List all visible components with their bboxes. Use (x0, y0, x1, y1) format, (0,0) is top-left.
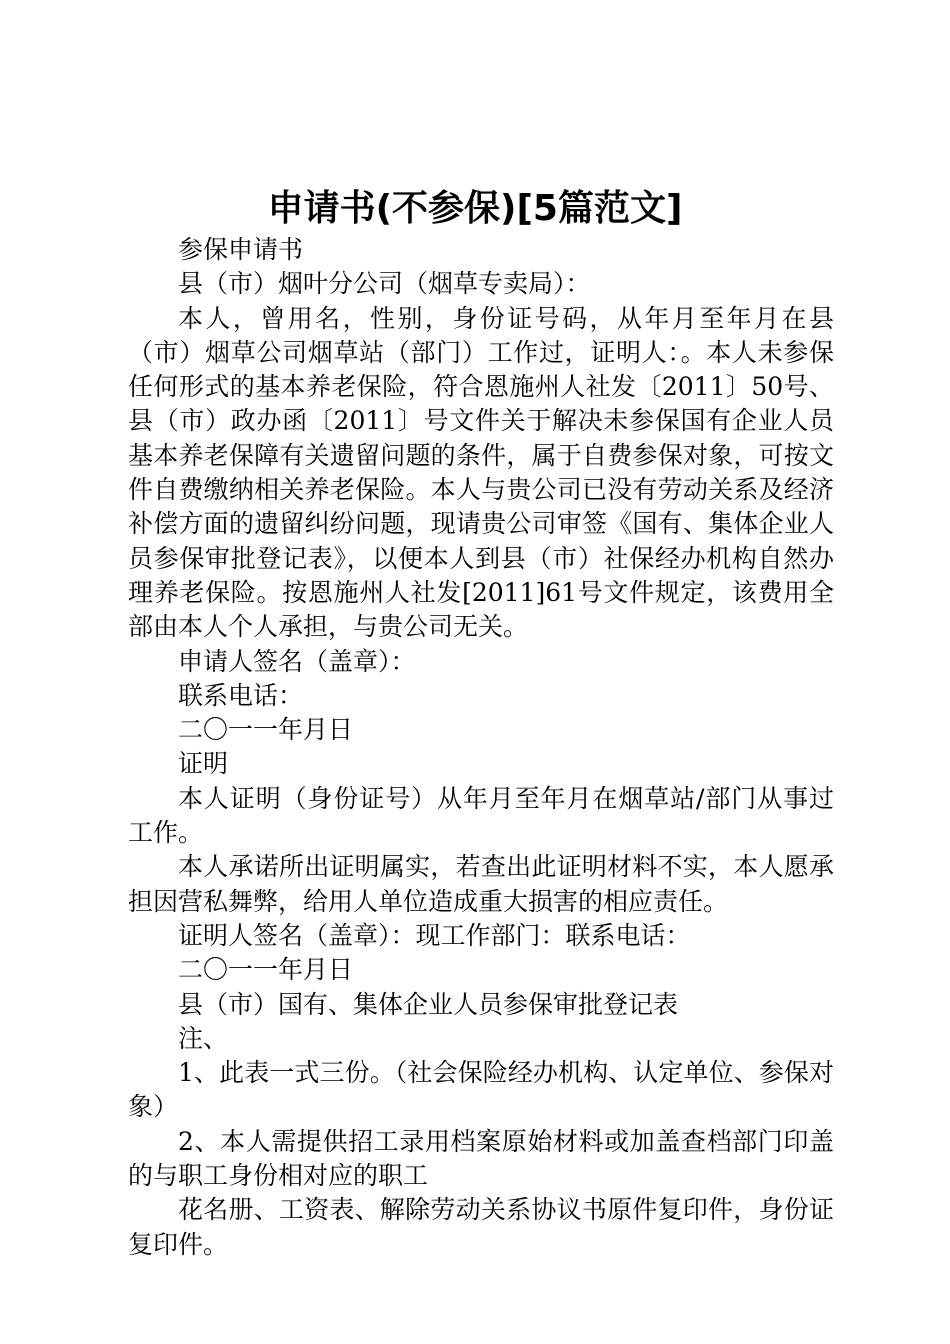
paragraph-date: 二〇一一年月日 (178, 715, 354, 745)
paragraph-heading-application: 参保申请书 (178, 235, 304, 264)
paragraph-addressee: 县（市）烟叶分公司（烟草专卖局）： (178, 269, 591, 299)
paragraph-contact-phone: 联系电话： (178, 680, 304, 710)
paragraph-note-1: 1、此表一式三份。（社会保险经办机构、认定单位、参保对象） (128, 1058, 834, 1122)
paragraph-note-2-continued: 花名册、工资表、解除劳动关系协议书原件复印件，身份证复印件。 (128, 1195, 834, 1259)
document-body (128, 233, 834, 1262)
paragraph-application-body: 本人，曾用名，性别，身份证号码，从年月至年月在县（市）烟草公司烟草站（部门）工作过，证明人：。本人未参保任何形式的基本养老保险，符合恩施州人社发〔2011〕50号、县（市）政办函〔2011〕号文件关于解决未参保国有企业人员基本养老保障有关遗留问题的条件，属于自费参保对象，可按文件自费缴纳相关养老保险。本人与贵公司已没有劳动关系及经济补偿方面的遗留纠纷问题，现请贵公司审签《国有、集体企业人员参保审批登记表》，以便本人到县（市）社保经办机构自然办理养老保险。按恩施州人社发[2011]61号文件规定，该费用全部由本人个人承担，与贵公司无关。 (128, 303, 834, 642)
paragraph-witness-signature: 证明人签名（盖章）：现工作部门：联系电话： (178, 920, 691, 950)
paragraph-note-label: 注、 (178, 1023, 229, 1053)
paragraph-applicant-signature: 申请人签名（盖章）： (178, 646, 416, 676)
paragraph-form-title: 县（市）国有、集体企业人员参保审批登记表 (178, 989, 679, 1019)
paragraph-commitment: 本人承诺所出证明属实，若查出此证明材料不实，本人愿承担因营私舞弊，给用人单位造成重大损害的相应责任。 (128, 852, 834, 916)
paragraph-note-2: 2、本人需提供招工录用档案原始材料或加盖查档部门印盖的与职工身份相对应的职工 (128, 1126, 834, 1191)
paragraph-certificate-body: 本人证明（身份证号）从年月至年月在烟草站/部门从事过工作。 (128, 783, 834, 848)
paragraph-date-2: 二〇一一年月日 (178, 955, 354, 985)
document-title: 申请书(不参保)[5篇范文] (267, 188, 683, 229)
paragraph-heading-certificate: 证明 (178, 749, 229, 779)
